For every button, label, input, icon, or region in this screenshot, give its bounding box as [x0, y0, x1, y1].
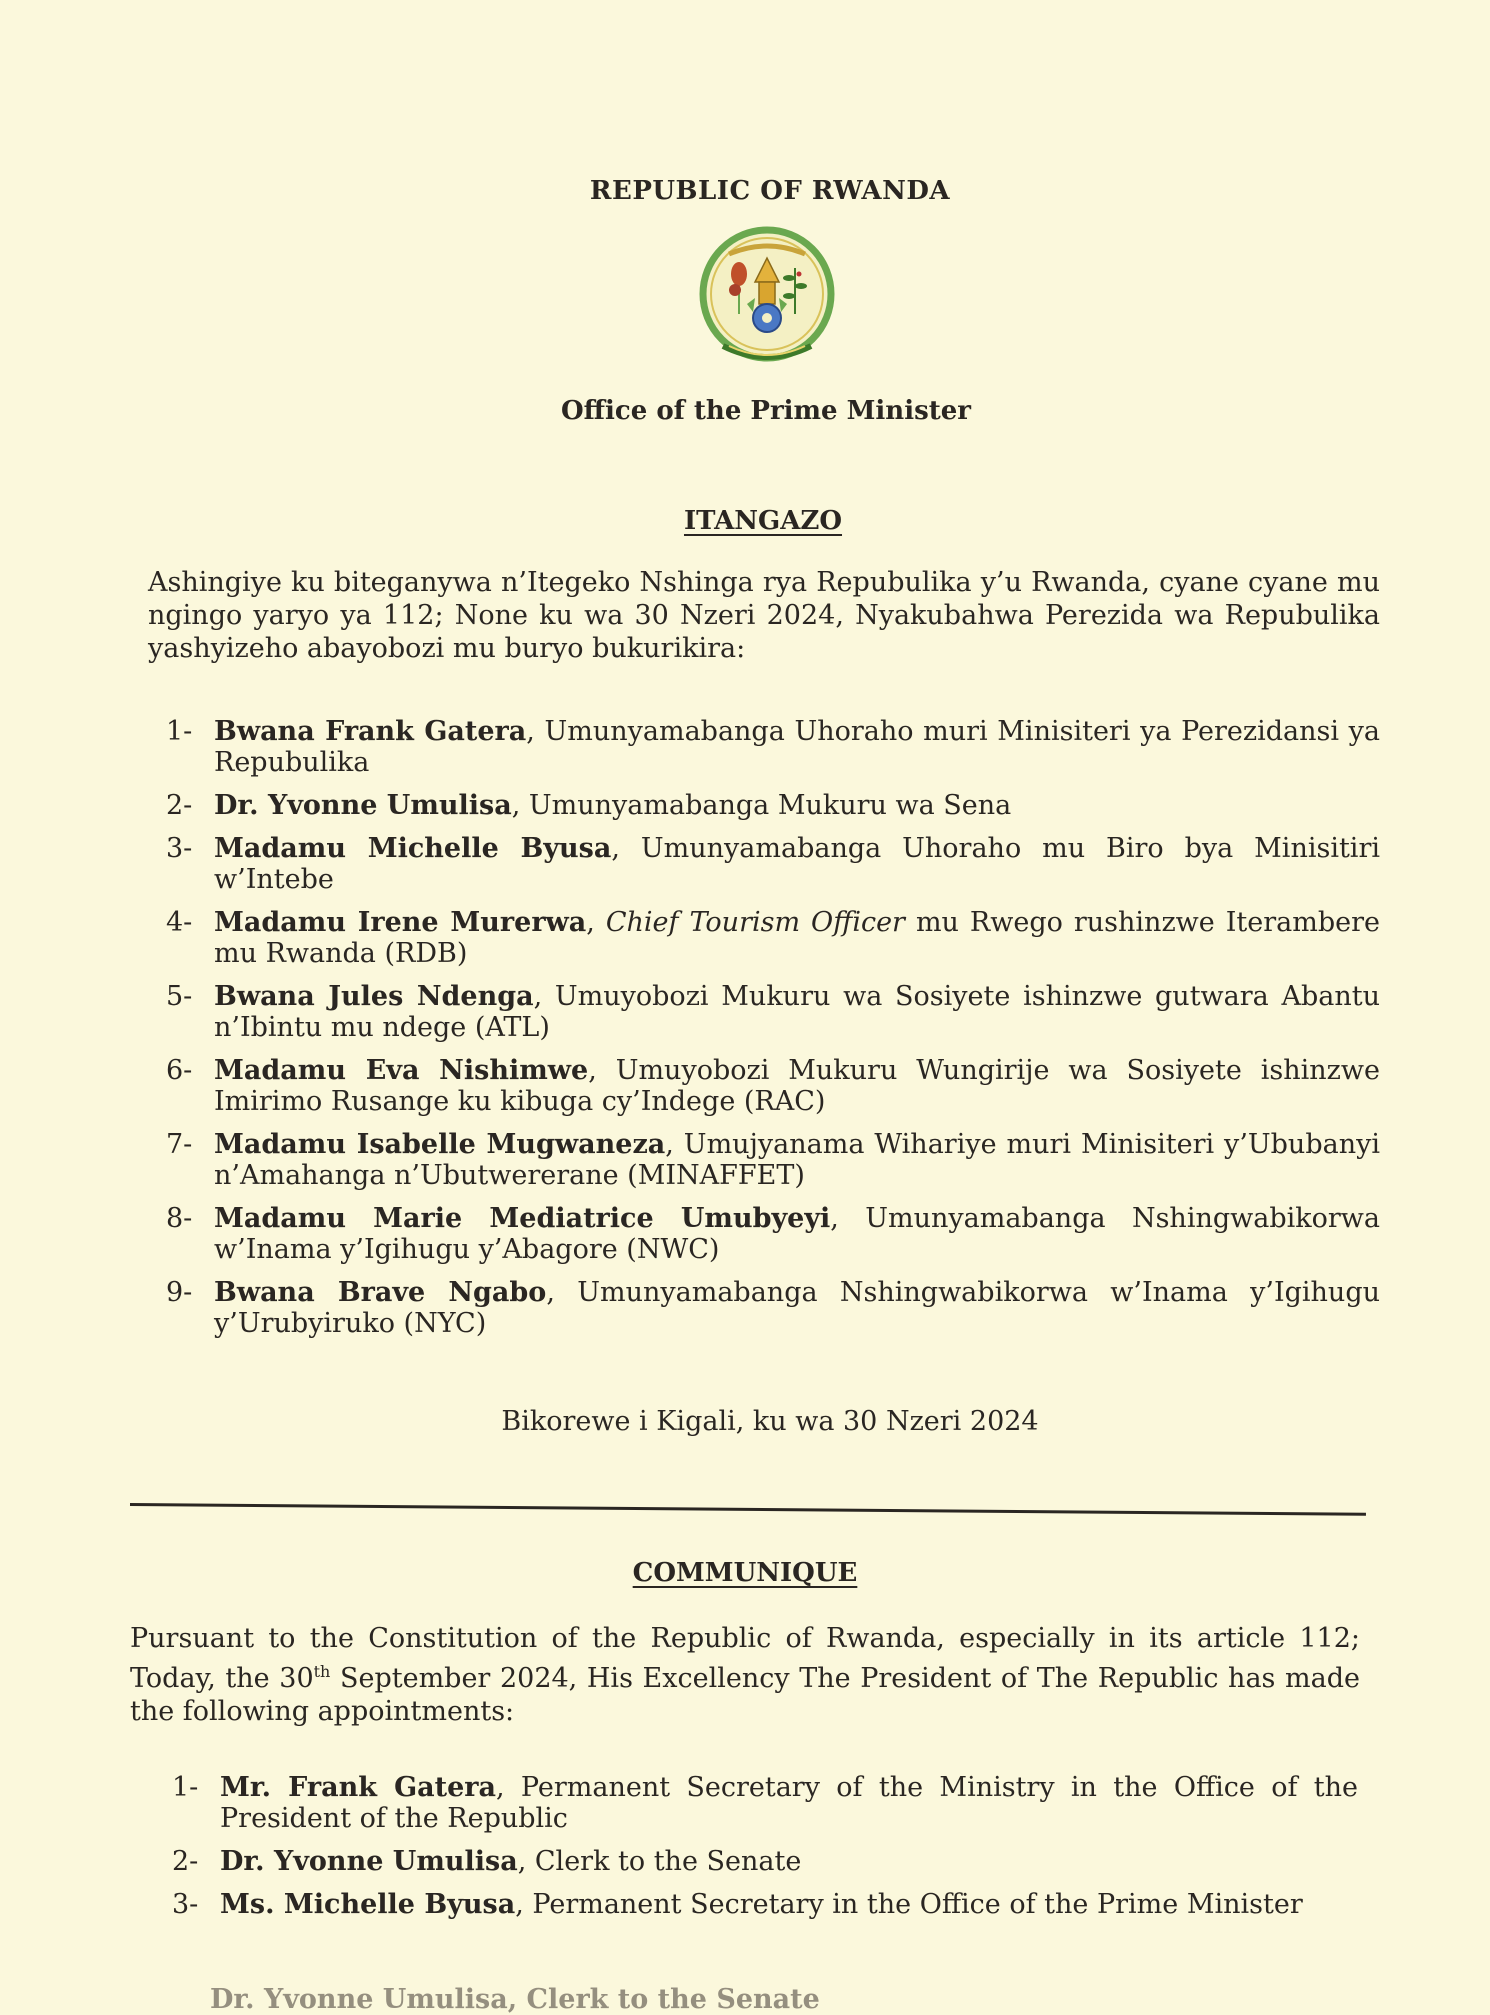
list-item [172, 1889, 1358, 1920]
bleed-through-text: Dr. Yvonne Umulisa, Clerk to the Senate [210, 1984, 820, 2015]
country-heading: REPUBLIC OF RWANDA [589, 176, 951, 206]
item-number: 1- [172, 1772, 199, 1803]
appointee-name: Bwana Frank Gatera [214, 716, 527, 747]
appointee-role: , Umunyamabanga Nshingwabikorwa w’Inama y’Igihugu y’Abagore (NWC) [214, 1203, 1380, 1265]
item-number: 6- [166, 1055, 193, 1086]
itangazo-appointments-list [166, 716, 1380, 1351]
item-number: 8- [166, 1203, 193, 1234]
signed-place-date: Bikorewe i Kigali, ku wa 30 Nzeri 2024 [501, 1406, 1039, 1437]
list-item [166, 1203, 1380, 1265]
appointee-role: , Clerk to the Senate [517, 1846, 802, 1877]
item-number: 9- [166, 1277, 193, 1308]
list-item [166, 907, 1380, 969]
list-item [166, 790, 1380, 821]
itangazo-title: ITANGAZO [683, 506, 843, 536]
list-item [172, 1846, 1358, 1877]
ordinal-suffix: th [313, 1662, 331, 1681]
appointee-role: , Umuyobozi Mukuru wa Sosiyete ishinzwe gutwara Abantu n’Ibintu mu ndege (ATL) [214, 981, 1381, 1043]
section-divider [130, 1503, 1366, 1516]
intro-text: Pursuant to the Constitution of the Republic of Rwanda, especially in its article 112; Today, the 30 [130, 1623, 1360, 1694]
communique-appointments-list [172, 1772, 1358, 1932]
appointee-name: Dr. Yvonne Umulisa [214, 790, 512, 821]
appointee-name: Dr. Yvonne Umulisa [220, 1846, 518, 1877]
list-item [166, 716, 1380, 778]
appointee-name: Madamu Marie Mediatrice Umubyeyi [214, 1203, 831, 1234]
item-number: 3- [172, 1889, 199, 1920]
appointee-role: , Umunyamabanga Mukuru wa Sena [511, 790, 1012, 821]
appointee-role: , Permanent Secretary in the Office of the Prime Minister [515, 1889, 1303, 1920]
item-number: 2- [172, 1846, 199, 1877]
list-item [172, 1772, 1358, 1834]
list-item [166, 833, 1380, 895]
list-item [166, 1277, 1380, 1339]
appointee-name: Madamu Isabelle Mugwaneza [214, 1129, 666, 1160]
appointee-name: Ms. Michelle Byusa [220, 1889, 516, 1920]
item-number: 7- [166, 1129, 193, 1160]
intro-text-cont: September 2024, His Excellency The President of The Republic has made the following appointments: [130, 1663, 1360, 1727]
office-heading: Office of the Prime Minister [561, 396, 971, 426]
item-number: 2- [166, 790, 193, 821]
appointee-name: Bwana Jules Ndenga [214, 981, 534, 1012]
appointee-name: Madamu Michelle Byusa [214, 833, 612, 864]
appointee-role: , Umunyamabanga Uhoraho muri Minisiteri ya Perezidansi ya Repubulika [214, 716, 1380, 778]
appointee-role: , Umunyamabanga Uhoraho mu Biro bya Minisitiri w’Intebe [214, 833, 1380, 895]
itangazo-intro: Ashingiye ku biteganywa n’Itegeko Nshinga rya Repubulika y’u Rwanda, cyane cyane mu ngingo yaryo ya 112; None ku wa 30 Nzeri 2024, Nyakubahwa Perezida wa Repubulika yashyizeho abayobozi mu buryo bukurikira: [148, 567, 1380, 664]
appointee-role: , Umuyobozi Mukuru Wungirije wa Sosiyete ishinzwe Imirimo Rusange ku kibuga cy’Indege (RAC) [214, 1055, 1380, 1117]
communique-intro [130, 1622, 1360, 1728]
appointee-role: , Permanent Secretary of the Ministry in the Office of the President of the Republic [220, 1772, 1358, 1834]
communique-title: COMMUNIQUE [632, 1558, 858, 1588]
appointee-name: Mr. Frank Gatera [220, 1772, 496, 1803]
appointee-name: Madamu Eva Nishimwe [214, 1055, 589, 1086]
appointee-name: Madamu Irene Murerwa [214, 907, 587, 938]
item-number: 5- [166, 981, 193, 1012]
appointee-role: , Umujyanama Wihariye muri Minisiteri y’Ububanyi n’Amahanga n’Ubutwererane (MINAFFET) [214, 1129, 1380, 1191]
appointee-role-title: Chief Tourism Officer [605, 907, 905, 938]
item-number: 3- [166, 833, 193, 864]
national-emblem-icon [683, 218, 851, 378]
item-number: 4- [166, 907, 193, 938]
appointee-role: , Umunyamabanga Nshingwabikorwa w’Inama y’Igihugu y’Urubyiruko (NYC) [214, 1277, 1380, 1339]
list-item [166, 1129, 1380, 1191]
item-number: 1- [166, 716, 193, 747]
appointee-role: , [586, 907, 606, 938]
list-item [166, 981, 1380, 1043]
appointee-name: Bwana Brave Ngabo [214, 1277, 547, 1308]
appointee-role-cont: mu Rwego rushinzwe Iterambere mu Rwanda (RDB) [214, 907, 1380, 969]
list-item [166, 1055, 1380, 1117]
